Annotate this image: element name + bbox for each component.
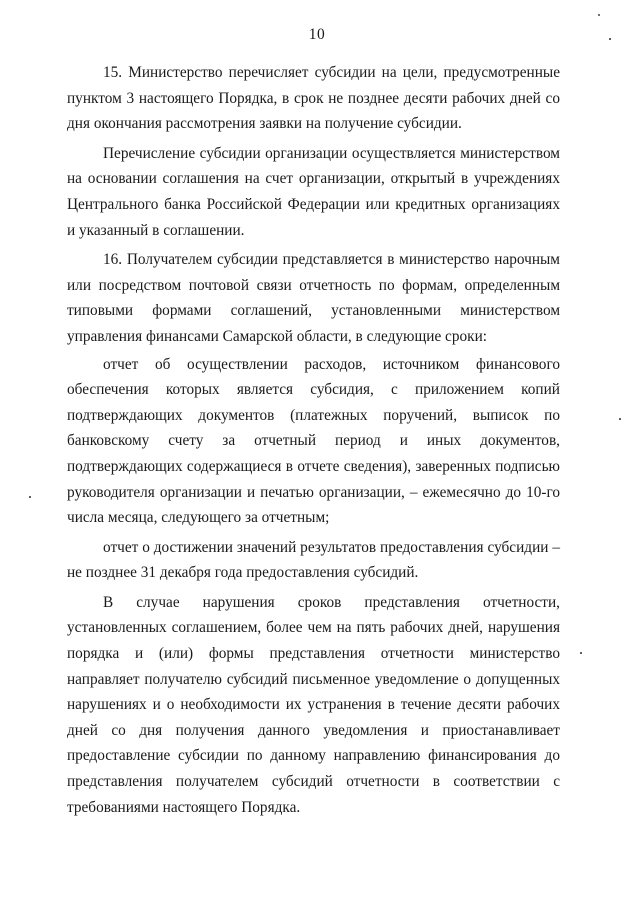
paragraph-expense-report: отчет об осуществлении расходов, источником финансового обеспечения которых является субсидия, с приложением копий подтверждающих документов (платежных поручений, выписок по банковскому счету за отчетный период и иных документов, подтверждающих содержащиеся в отчете сведения), заверенных подписью руководителя организации и печатью организации, – ежемесячно до 10-го числа месяца, следующего за отчетным;: [67, 355, 560, 527]
scan-speck: [619, 418, 621, 420]
scan-speck: [29, 496, 31, 498]
paragraph-results-report: отчет о достижении значений результатов предоставления субсидии – не позднее 31 декабря года предоставления субсидий.: [67, 538, 560, 582]
scan-speck: [609, 38, 611, 40]
paragraph-16: 16. Получателем субсидии представляется в министерство нарочным или посредством почтовой связи отчетность по формам, определенным типовыми формами соглашений, установленными министерством управления финансами Самарской области, в следующие сроки:: [67, 251, 560, 345]
document-body: [67, 60, 560, 820]
page-number: 10: [308, 26, 326, 43]
scan-speck: [580, 652, 582, 654]
paragraph-15: 15. Министерство перечисляет субсидии на цели, предусмотренные пунктом 3 настоящего Порядка, в срок не позднее десяти рабочих дней со дня окончания рассмотрения заявки на получение субсидии.: [67, 64, 560, 133]
paragraph-transfer: Перечисление субсидии организации осуществляется министерством на основании соглашения на счет организации, открытый в учреждениях Центрального банка Российской Федерации или кредитных организациях и указанный в соглашении.: [67, 144, 560, 239]
paragraph-violations: В случае нарушения сроков представления отчетности, установленных соглашением, более чем на пять рабочих дней, нарушения порядка и (или) формы представления отчетности министерство направляет получателю субсидий письменное уведомление о допущенных нарушениях и о необходимости их устранения в течение десяти рабочих дней со дня получения данного уведомления и приостанавливает предоставление субсидии по данному направлению финансирования до представления получателем субсидий отчетности в соответствии с требованиями настоящего Порядка.: [67, 593, 560, 816]
scan-speck: [598, 14, 600, 16]
